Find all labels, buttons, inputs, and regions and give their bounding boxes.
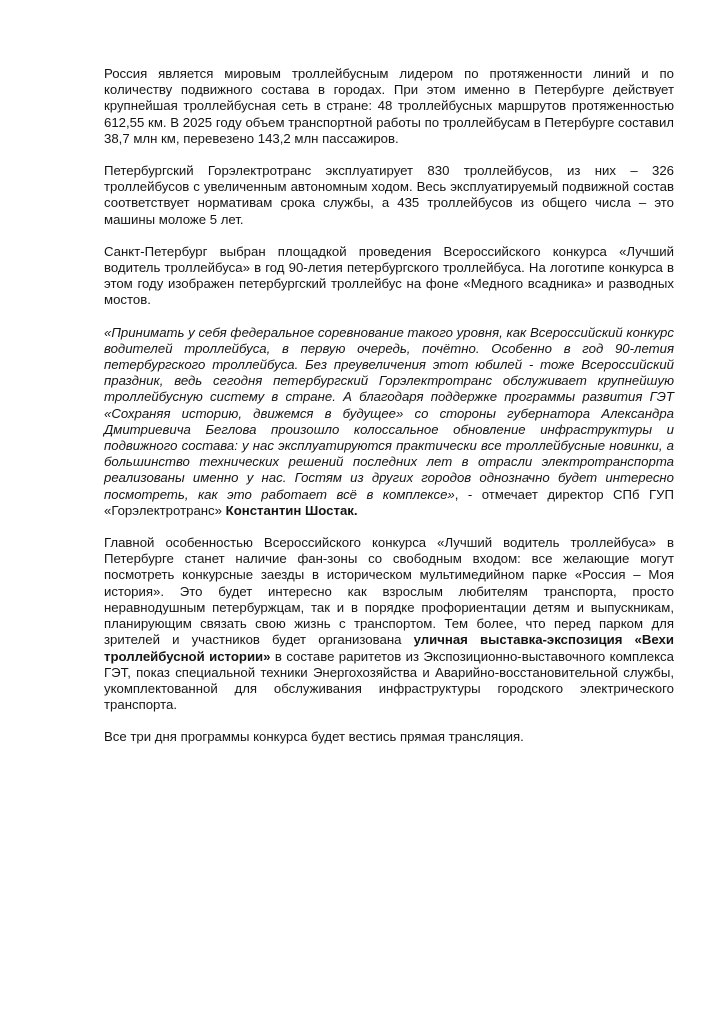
exhibition-title: уличная выставка-экспозиция «Вехи троллейбусной истории» [104, 632, 674, 664]
paragraph-director-quote [104, 325, 674, 519]
fan-zone-text-end: в составе раритетов из Экспозиционно-выставочного комплекса ГЭТ, показ специальной техники Энергохозяйства и Аварийно-восстановительной службы, укомплектованной для обслуживания инфраструктуры городского электрического транспорта. [104, 648, 674, 713]
paragraph-fleet: Петербургский Горэлектротранс эксплуатирует 830 троллейбусов, из них – 326 троллейбусов с увеличенным автономным ходом. Весь эксплуатируемый подвижной состав соответствует нормативам срока службы, а 435 троллейбусов из общего числа – это машины моложе 5 лет. [104, 163, 674, 227]
document-page [104, 66, 674, 762]
quote-text: «Принимать у себя федеральное соревнование такого уровня, как Всероссийский конкурс водителей троллейбуса, в первую очередь, почётно. Особенно в год 90-летия петербургского троллейбуса. Без преувеличения этот юбилей - тоже Всероссийский праздник, ведь сегодня петербургский Горэлектротранс обслуживает крупнейшую троллейбусную систему в стране. А благодаря поддержке программы развития ГЭТ «Сохраняя историю, движемся в будущее» со стороны губернатора Александра Дмитриевича Беглова произошло колоссальное обновление инфраструктуры и подвижного состава: у нас эксплуатируются практически все троллейбусные новинки, а большинство технических решений последних лет в отрасли электротранспорта реализованы именно у нас. Гостям из других городов однозначно будет интересно посмотреть, как это работает всё в комплексе» [104, 324, 674, 502]
paragraph-trolleybus-leadership: Россия является мировым троллейбусным лидером по протяженности линий и по количеству подвижного состава в городах. При этом именно в Петербурге действует крупнейшая троллейбусная сеть в стране: 48 троллейбусных маршрутов протяженностью 612,55 км. В 2025 году объем транспортной работы по троллейбусам в Петербурге составил 38,7 млн км, перевезено 143,2 млн пассажиров. [104, 66, 674, 146]
quote-attribution: , - отмечает директор СПб ГУП «Горэлектротранс» [104, 486, 674, 518]
paragraph-contest-venue: Санкт-Петербург выбран площадкой проведения Всероссийского конкурса «Лучший водитель троллейбуса» в год 90-летия петербургского троллейбуса. На логотипе конкурса в этом году изображен петербургский троллейбус на фоне «Медного всадника» и разводных мостов. [104, 243, 674, 308]
quote-speaker: Константин Шостак. [225, 502, 358, 518]
fan-zone-text-start: Главной особенностью Всероссийского конкурса «Лучший водитель троллейбуса» в Петербурге станет наличие фан-зоны со свободным входом: все желающие могут посмотреть конкурсные заезды в историческом мультимедийном парке «Россия – Моя история». Это будет интересно как взрослым любителям транспорта, просто неравнодушным петербуржцам, так и в порядке профориентации детям и выпускникам, планирующим связать свою жизнь с транспортом. Тем более, что перед парком для зрителей и участников будет организована [104, 535, 674, 648]
paragraph-fan-zone [104, 535, 674, 713]
paragraph-broadcast: Все три дня программы конкурса будет вестись прямая трансляция. [104, 729, 524, 745]
